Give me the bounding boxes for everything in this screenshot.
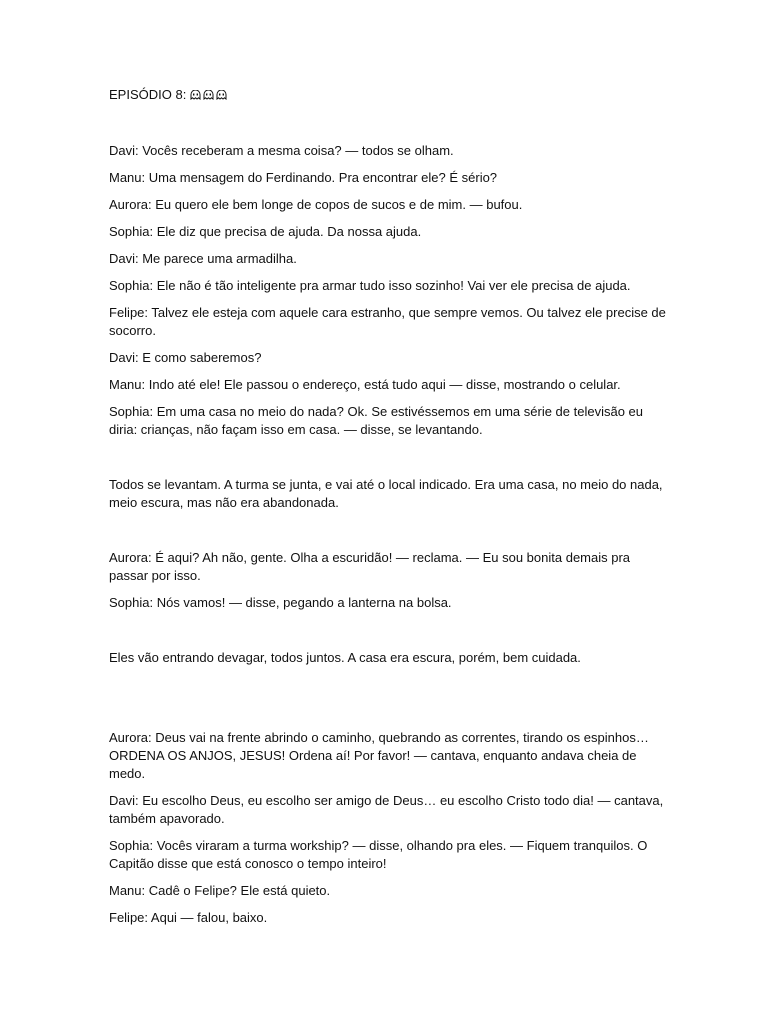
title-icons: [190, 90, 227, 100]
paragraph: Davi: Me parece uma armadilha.: [109, 251, 297, 266]
paragraph: Todos se levantam. A turma se junta, e vai até o local indicado. Era uma casa, no meio do nada, meio escura, mas não era abandonada.: [109, 477, 663, 510]
paragraph: Sophia: Nós vamos! — disse, pegando a lanterna na bolsa.: [109, 595, 452, 610]
paragraph: Aurora: Eu quero ele bem longe de copos de sucos e de mim. — bufou.: [109, 197, 523, 212]
paragraph: Aurora: É aqui? Ah não, gente. Olha a escuridão! — reclama. — Eu sou bonita demais pra passar por isso.: [109, 550, 631, 583]
document-page: [109, 86, 669, 927]
paragraph: Manu: Indo até ele! Ele passou o endereço, está tudo aqui — disse, mostrando o celular.: [109, 377, 621, 392]
episode-title-text: EPISÓDIO 8:: [109, 87, 187, 102]
paragraph: Felipe: Talvez ele esteja com aquele cara estranho, que sempre vemos. Ou talvez ele precise de socorro.: [109, 305, 666, 338]
ghost-icon: [190, 90, 201, 100]
paragraph: Davi: Eu escolho Deus, eu escolho ser amigo de Deus… eu escolho Cristo todo dia! — cantava, também apavorado.: [109, 793, 664, 826]
ghost-icon: [216, 90, 227, 100]
paragraph: Sophia: Ele diz que precisa de ajuda. Da nossa ajuda.: [109, 224, 422, 239]
paragraph: Aurora: Deus vai na frente abrindo o caminho, quebrando as correntes, tirando os espinhos… ORDENA OS ANJOS, JESUS! Ordena aí! Por favor! — cantava, enquanto andava cheia de medo.: [109, 730, 649, 781]
paragraph: Eles vão entrando devagar, todos juntos. A casa era escura, porém, bem cuidada.: [109, 650, 581, 665]
paragraph: Davi: Vocês receberam a mesma coisa? — todos se olham.: [109, 143, 454, 158]
paragraph: Manu: Uma mensagem do Ferdinando. Pra encontrar ele? É sério?: [109, 170, 498, 185]
paragraph: Manu: Cadê o Felipe? Ele está quieto.: [109, 883, 331, 898]
episode-title: [109, 86, 669, 104]
ghost-icon: [203, 90, 214, 100]
paragraph: Davi: E como saberemos?: [109, 350, 262, 365]
paragraph: Sophia: Vocês viraram a turma workship? — disse, olhando pra eles. — Fiquem tranquilos. O Capitão disse que está conosco o tempo inteiro!: [109, 838, 648, 871]
paragraph: Felipe: Aqui — falou, baixo.: [109, 910, 268, 925]
paragraph: Sophia: Em uma casa no meio do nada? Ok. Se estivéssemos em uma série de televisão eu diria: crianças, não façam isso em casa. — disse, se levantando.: [109, 404, 644, 437]
paragraph: Sophia: Ele não é tão inteligente pra armar tudo isso sozinho! Vai ver ele precisa de ajuda.: [109, 278, 631, 293]
